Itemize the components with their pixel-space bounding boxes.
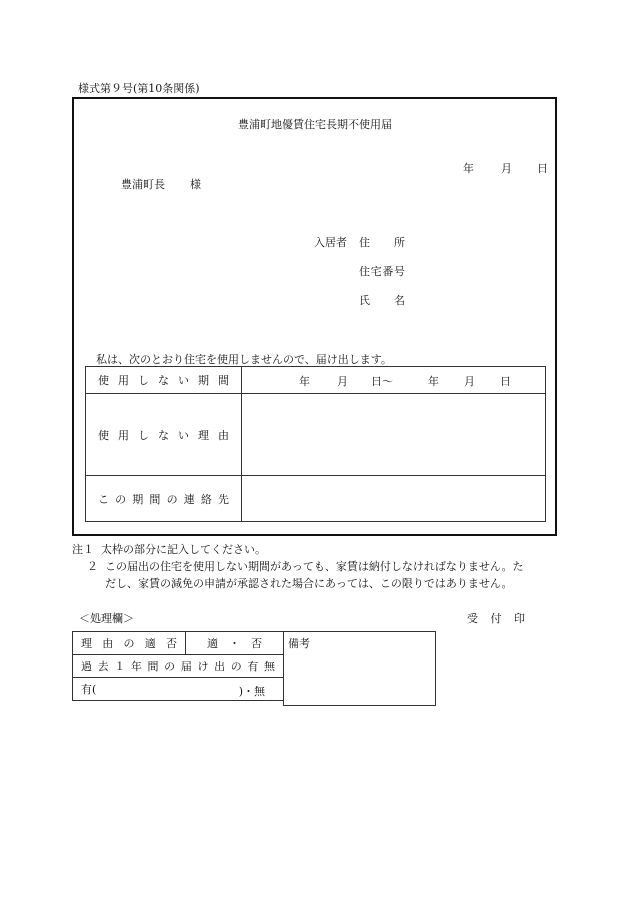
period-year: 年 — [299, 375, 310, 388]
form-number: 様式第９号(第10条関係) — [78, 82, 200, 95]
period-row — [86, 367, 546, 394]
contact-label: この期間の連絡先 — [86, 476, 242, 522]
form-title: 豊浦町地優賃住宅長期不使用届 — [238, 118, 392, 131]
request-table — [85, 366, 546, 522]
note-2-prefix: ２ — [87, 560, 98, 573]
history-value[interactable] — [73, 678, 284, 701]
statement: 私は、次のとおり住宅を使用しませんので、届け出します。 — [96, 353, 392, 366]
has-close: )・無 — [238, 685, 265, 698]
period-day-from: 日〜 — [371, 375, 393, 388]
period-month2: 月 — [464, 375, 475, 388]
history-label: 過去１年間の届け出の有無 — [73, 655, 284, 678]
period-day2: 日 — [500, 375, 511, 388]
address-label: 住 所 — [359, 236, 405, 249]
addressee-honorific: 様 — [190, 178, 201, 191]
note-1-prefix: 注１ — [72, 543, 94, 556]
period-label: 使用しない期間 — [86, 367, 242, 394]
history-value-row — [73, 678, 284, 701]
date-month-label: 月 — [501, 162, 512, 175]
applicant-role: 入居者 — [314, 236, 347, 249]
reason-label: 使用しない理由 — [86, 394, 242, 476]
has-label: 有( — [81, 683, 97, 696]
reason-approval-value: 適 ・ 否 — [186, 632, 284, 655]
reason-approval-label: 理由の適否 — [73, 632, 186, 655]
addressee: 豊浦町長 — [121, 178, 165, 191]
note-1-text: 太枠の部分に記入してください。 — [101, 543, 266, 556]
reason-field[interactable] — [242, 394, 546, 476]
receipt-stamp-label: 受 付 印 — [467, 612, 525, 625]
name-label: 氏 名 — [359, 294, 405, 307]
remarks-box[interactable] — [283, 631, 436, 706]
note-2-line-1: この届出の住宅を使用しない期間があっても、家賃は納付しなければなりません。た — [105, 560, 524, 573]
note-2-line-2: だし、家賃の減免の申請が承認された場合にあっては、この限りではありません。 — [105, 577, 513, 590]
period-year2: 年 — [428, 375, 439, 388]
remarks-label: 備考 — [288, 637, 310, 650]
period-field[interactable] — [242, 367, 546, 394]
date-day-label: 日 — [537, 162, 548, 175]
note-2 — [87, 558, 524, 574]
house-number-label: 住宅番号 — [359, 265, 405, 278]
contact-row — [86, 476, 546, 522]
reason-row — [86, 394, 546, 476]
history-row — [73, 655, 284, 678]
processing-table — [72, 631, 284, 701]
reason-approval-row — [73, 632, 284, 655]
note-1 — [72, 541, 266, 557]
period-month: 月 — [337, 375, 348, 388]
processing-heading: ＜処理欄＞ — [79, 612, 134, 625]
date-year-label: 年 — [463, 162, 474, 175]
contact-field[interactable] — [242, 476, 546, 522]
